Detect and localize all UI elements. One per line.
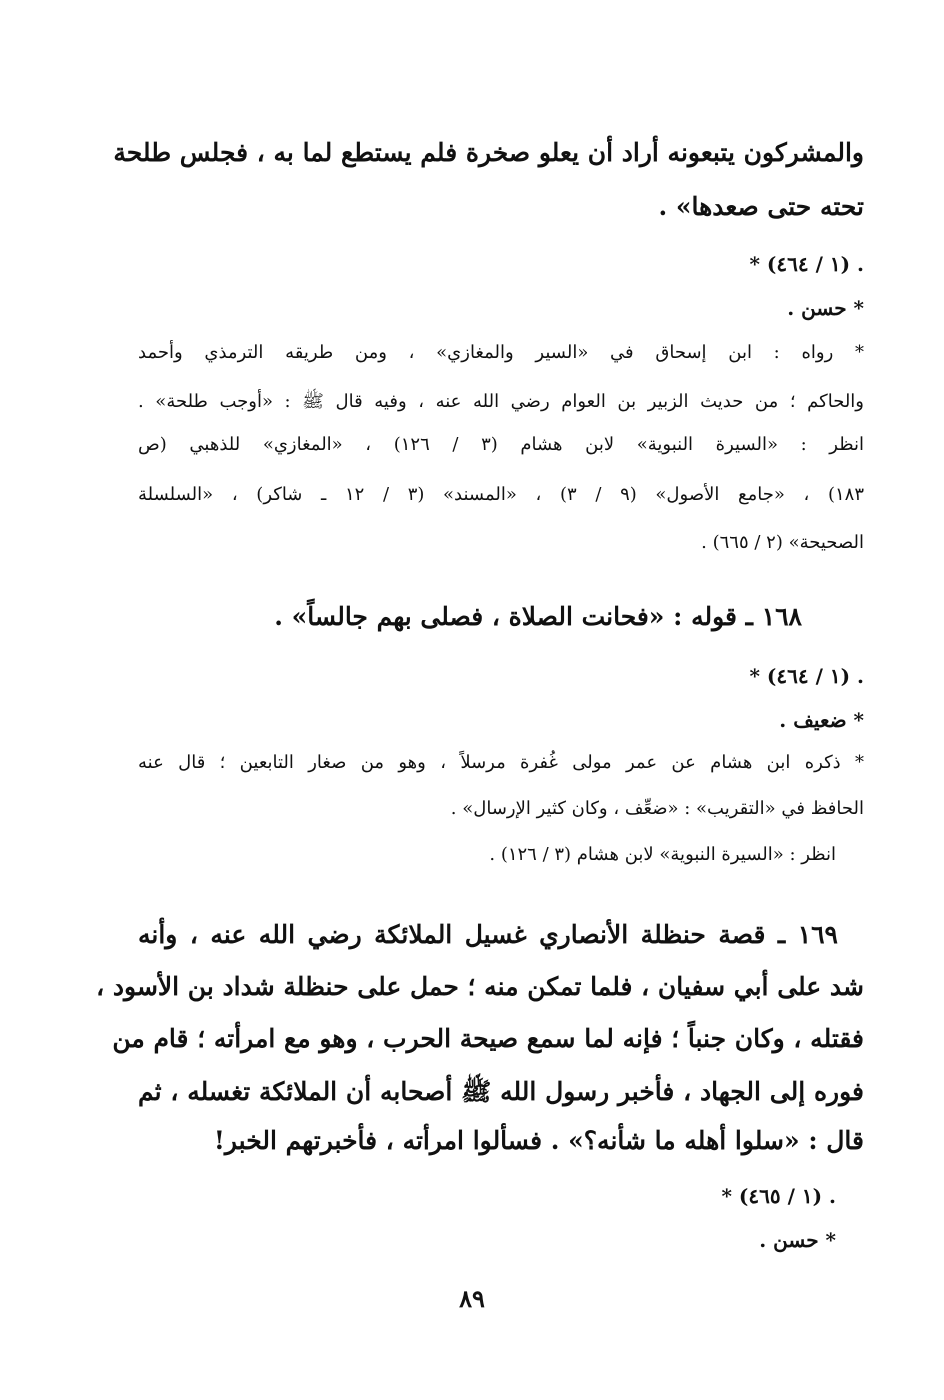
text-line: تحته حتى صعدها» . bbox=[658, 192, 864, 221]
text-line: * رواه : ابن إسحاق في «السير والمغازي» ، ومن طريقه الترمذي وأحمد bbox=[138, 342, 864, 363]
page-number: ٨٩ bbox=[459, 1284, 485, 1313]
grading-line: * حسن . bbox=[759, 1228, 836, 1252]
text-line: ١٨٣) ، «جامع الأصول» (٩ / ٣) ، «المسند» (٣ / ١٢ ـ شاكر) ، «السلسلة bbox=[138, 484, 865, 505]
text-line: والحاكم ؛ من حديث الزبير بن العوام رضي الله عنه ، وفيه قال ﷺ : «أوجب طلحة» . bbox=[138, 391, 864, 412]
text-line: الحافظ في «التقريب» : «ضعِّف ، وكان كثير الإرسال» . bbox=[450, 798, 864, 819]
entry-heading-168: ١٦٨ ـ قوله : «فحانت الصلاة ، فصلى بهم جالساً» . bbox=[274, 602, 802, 631]
grading-line: * حسن . bbox=[787, 296, 864, 320]
text-line: والمشركون يتبعونه أراد أن يعلو صخرة فلم يستطع لما به ، فجلس طلحة bbox=[113, 138, 864, 167]
text-line: فوره إلى الجهاد ، فأخبر رسول الله ﷺ أصحابه أن الملائكة تغسله ، ثم bbox=[138, 1077, 864, 1106]
text-line: * ذكره ابن هشام عن عمر مولى غُفرة مرسلاً ، وهو من صغار التابعين ؛ قال عنه bbox=[138, 752, 864, 773]
entry-heading-169: ١٦٩ ـ قصة حنظلة الأنصاري غسيل الملائكة رضي الله عنه ، وأنه bbox=[138, 920, 838, 949]
text-line: فقتله ، وكان جنباً ؛ فإنه لما سمع صيحة الحرب ، وهو مع امرأته ؛ قام من bbox=[112, 1024, 864, 1053]
grading-line: * ضعيف . bbox=[779, 708, 864, 732]
text-line: انظر : «السيرة النبوية» لابن هشام (٣ / ١٢٦) . bbox=[489, 844, 836, 865]
reference-line: * (١ / ٤٦٤) . bbox=[749, 252, 864, 276]
text-line: الصحيحة» (٢ / ٦٦٥) . bbox=[701, 532, 864, 553]
reference-line: * (١ / ٤٦٤) . bbox=[749, 664, 864, 688]
reference-line: * (١ / ٤٦٥) . bbox=[721, 1184, 836, 1208]
text-line: قال : «سلوا أهله ما شأنه؟» . فسألوا امرأته ، فأخبرتهم الخبر! bbox=[213, 1126, 864, 1155]
text-line: انظر : «السيرة النبوية» لابن هشام (٣ / ١٢٦) ، «المغازي» للذهبي (ص bbox=[138, 434, 865, 455]
text-line: شد على أبي سفيان ، فلما تمكن منه ؛ حمل على حنظلة شداد بن الأسود ، bbox=[96, 972, 864, 1001]
